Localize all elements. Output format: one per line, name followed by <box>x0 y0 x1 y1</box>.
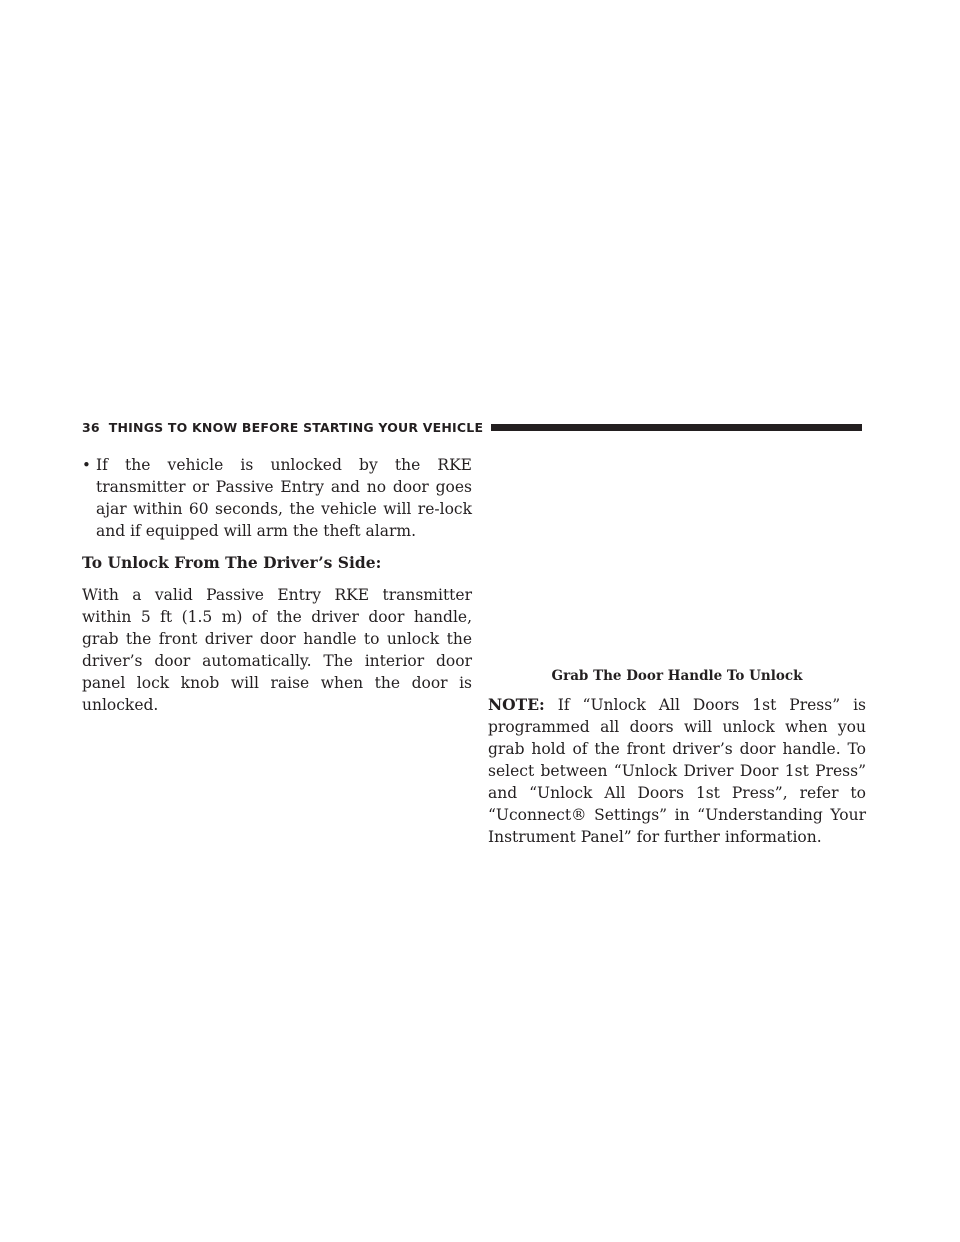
bullet-icon: • <box>82 456 91 474</box>
note-label: NOTE: <box>488 695 545 714</box>
figure-caption: Grab The Door Handle To Unlock <box>551 668 803 684</box>
page-number: 36 <box>82 419 100 435</box>
figure-area <box>488 452 866 652</box>
section-title: THINGS TO KNOW BEFORE STARTING YOUR VEHICLE <box>108 419 484 435</box>
right-column <box>488 694 866 848</box>
note-text: If “Unlock All Doors 1st Press” is programmed all doors will unlock when you grab hold of the front driver’s door handle. To select between “Unlock Driver Door 1st Press” and “Unlock All Doors 1st Press”, refer to “Uconnect® Settings” in “Understanding Your Instrument Panel” for further information. <box>488 696 866 846</box>
page-header <box>82 416 862 438</box>
bullet-item <box>82 454 472 542</box>
bullet-text: If the vehicle is unlocked by the RKE transmitter or Passive Entry and no door goes ajar within 60 seconds, the vehicle will re-lock and if equipped will arm the theft alarm. <box>96 456 472 540</box>
left-column <box>82 454 472 716</box>
note-paragraph <box>488 694 866 848</box>
body-paragraph: With a valid Passive Entry RKE transmitter within 5 ft (1.5 m) of the driver door handle, grab the front driver door handle to unlock the driver’s door automatically. The interior door panel lock knob will raise when the door is unlocked. <box>82 586 472 714</box>
subheading: To Unlock From The Driver’s Side: <box>82 553 382 572</box>
header-rule <box>491 424 862 431</box>
